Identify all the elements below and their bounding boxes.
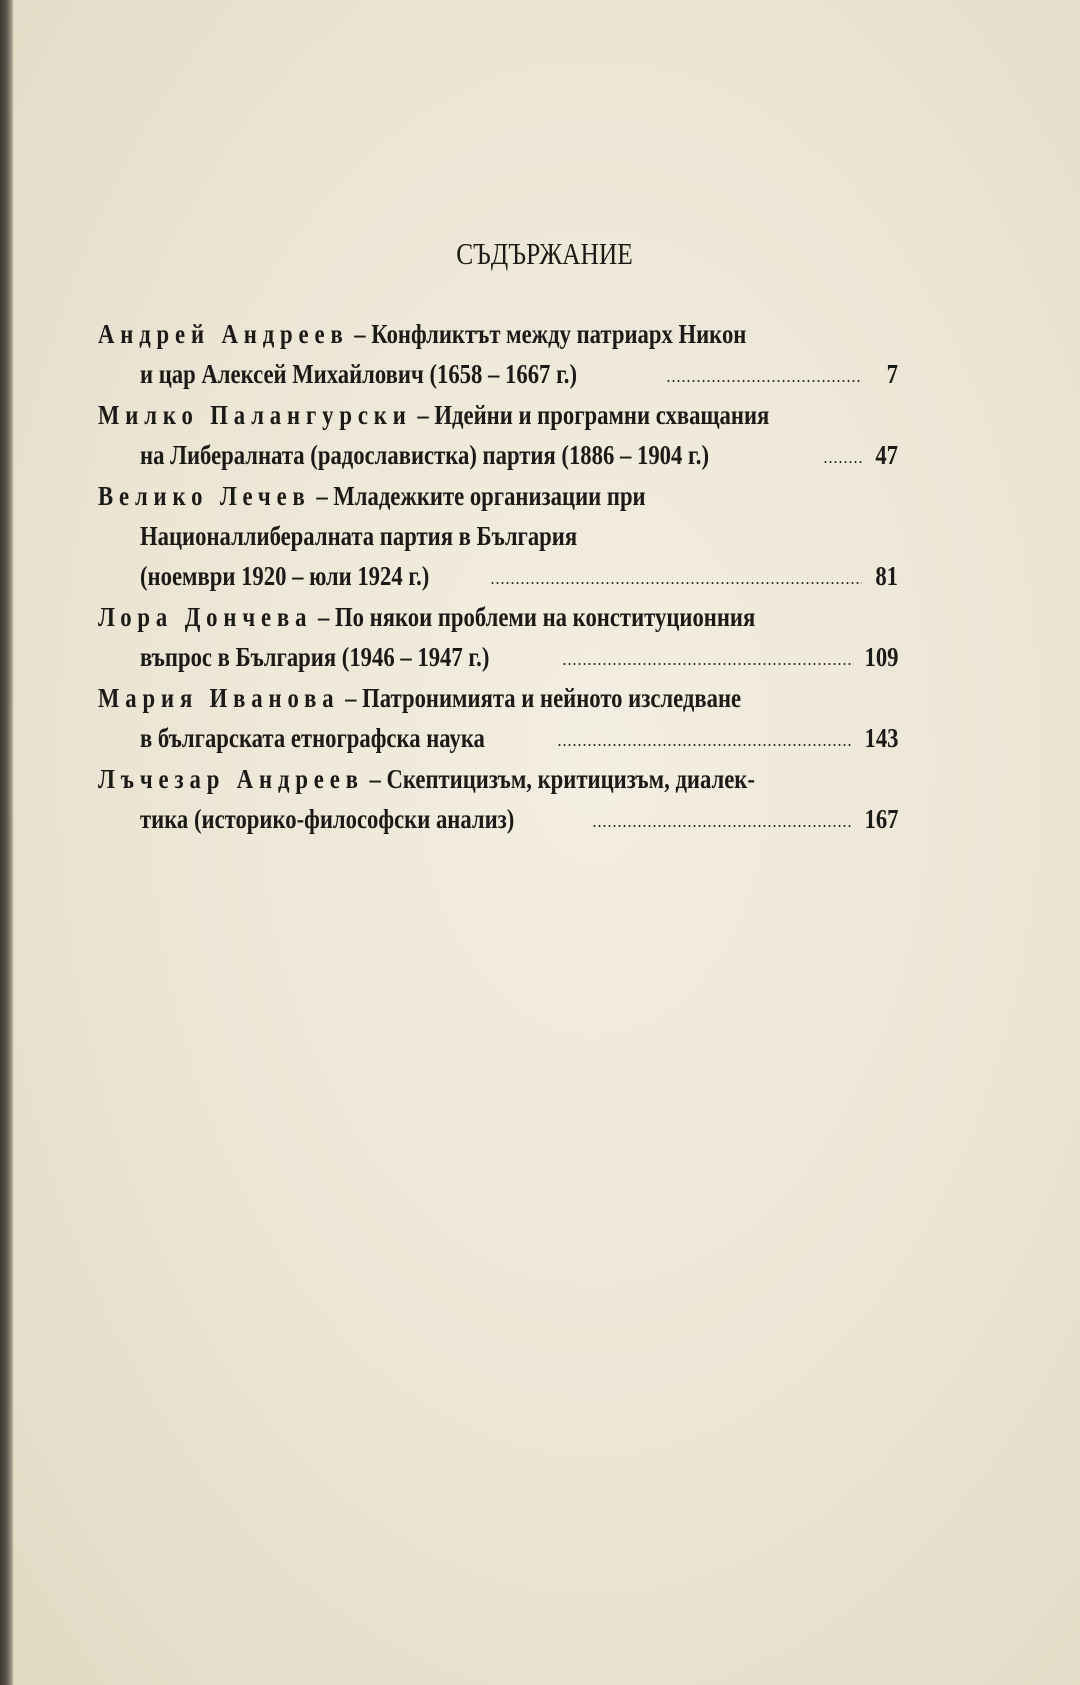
dot-leader: [557, 744, 852, 746]
toc-title-line: и цар Алексей Михайлович (1658 – 1667 г.): [140, 359, 578, 389]
dot-leader: [490, 582, 862, 584]
toc-entry: Лъчезар Андреев – Скептицизъм, критицизъм, диалек- тика (историко-философски анализ) 167: [98, 759, 898, 839]
toc-title-line: на Либералната (радославистка) партия (1886 – 1904 г.): [140, 440, 709, 470]
toc-title-line: Младежките организации при: [333, 481, 646, 511]
dot-leader: [666, 380, 862, 382]
toc-title-line: Патронимията и нейното изследване: [362, 683, 742, 713]
toc-entry: Лора Дончева – По някои проблеми на конституционния въпрос в България (1946 – 1947 г.) 109: [98, 597, 898, 677]
toc-title-line: Националлибералната партия в България: [140, 521, 578, 551]
toc-entry: Мария Иванова – Патронимията и нейното изследване в българската етнографска наука 143: [98, 678, 898, 758]
toc-author: Мария Иванова: [98, 683, 340, 713]
toc-page-number: 81: [875, 561, 898, 591]
toc-page-number: 167: [863, 804, 898, 834]
table-of-contents: [98, 314, 898, 840]
toc-author: Велико Лечев: [98, 481, 311, 511]
toc-title-line: Идейни и програмни схващания: [434, 400, 770, 430]
toc-title-line: Скептицизъм, критицизъм, диалек-: [386, 764, 755, 794]
dot-leader: [592, 825, 852, 827]
book-spine-shadow: [0, 0, 14, 1685]
toc-title-line: въпрос в България (1946 – 1947 г.): [140, 642, 490, 672]
toc-author: Милко Палангурски: [98, 400, 412, 430]
toc-title-line: в българската етнографска наука: [140, 723, 485, 753]
toc-title-line: По някои проблеми на конституционния: [334, 602, 756, 632]
toc-entry: Велико Лечев – Младежките организации при Националлибералната партия в България (ноември 1920 – юли 1924 г.) 81: [98, 476, 898, 596]
toc-title-line: Конфликтът между патриарх Никон: [371, 319, 747, 349]
toc-author: Лъчезар Андреев: [98, 764, 364, 794]
dot-leader: [823, 461, 862, 463]
toc-page-number: 143: [863, 723, 898, 753]
toc-page-number: 109: [863, 642, 898, 672]
toc-entry: Андрей Андреев – Конфликтът между патриарх Никон и цар Алексей Михайлович (1658 – 1667 г.) 7: [98, 314, 898, 394]
dot-leader: [562, 663, 852, 665]
toc-author: Лора Дончева: [98, 602, 313, 632]
toc-page-number: 7: [886, 359, 898, 389]
toc-entry: Милко Палангурски – Идейни и програмни схващания на Либералната (радославистка) партия (1886 – 1904 г.) 47: [98, 395, 898, 475]
toc-title-line: тика (историко-философски анализ): [140, 804, 515, 834]
toc-author: Андрей Андреев: [98, 319, 349, 349]
toc-title-line: (ноември 1920 – юли 1924 г.): [140, 561, 430, 591]
toc-page-number: 47: [875, 440, 898, 470]
page-title: СЪДЪРЖАНИЕ: [456, 236, 633, 271]
